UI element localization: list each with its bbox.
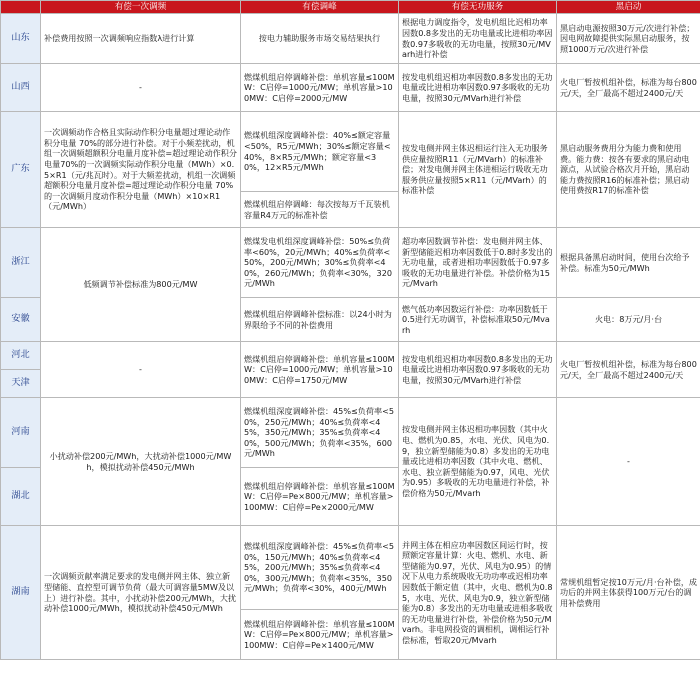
guangdong-peak-deep: 燃煤机组深度调峰补偿：40%≤额定容量<50%，R5元/MWh；30%≤额定容量<40%，8×R5元/MWh；额定容量<30%，12×R5元/MWh xyxy=(241,112,399,192)
shanxi-peak: 燃煤机组启停调峰补偿：单机容量≤100MW：C启停=1000元/MW；单机容量>100MW：C启停=2000元/MW xyxy=(241,64,399,112)
province-shandong: 山东 xyxy=(1,14,41,64)
zhejiang-blackstart: 根据具备黑启动时间，使用台次给予补偿。标准为50元/MWh xyxy=(557,228,700,298)
province-hebei: 河北 xyxy=(1,342,41,370)
henan-hubei-blackstart: - xyxy=(557,398,700,526)
province-shanxi: 山西 xyxy=(1,64,41,112)
henan-peak: 燃煤机组深度调峰补偿：45%≤负荷率<50%，250元/MWh；40%≤负荷率<45%，350元/MWh；35%≤负荷率<40%，500元/MWh；负荷率<35%，600元/MWh xyxy=(241,398,399,468)
shandong-reactive: 根据电力调度指令，发电机组比迟相功率因数0.8多发出的无功电量或比进相功率因数0.97多吸收的无功电量，按照30元/MVarh进行补偿 xyxy=(399,14,557,64)
hebei-tianjin-peak: 燃煤机组启停调峰补偿：单机容量≤100MW：C启停=1000元/MW；单机容量>100MW：C启停=1750元/MW xyxy=(241,342,399,398)
header-primary-frequency: 有偿一次调频 xyxy=(41,1,241,14)
province-hubei: 湖北 xyxy=(1,468,41,526)
hunan-blackstart: 常规机组暂定按10万元/月·台补偿，成功后的并网主体获得100万元/台的调用补偿费用 xyxy=(557,526,700,660)
shanxi-primary-fm: - xyxy=(41,64,241,112)
guangdong-peak-startstop: 燃煤机组启停调峰：每次按每万千瓦装机容量R4万元的标准补偿 xyxy=(241,192,399,228)
province-tianjin: 天津 xyxy=(1,370,41,398)
header-reactive-service: 有偿无功服务 xyxy=(399,1,557,14)
hunan-peak-startstop: 燃煤机组启停调峰补偿：单机容量≤100MW：C启停=Pe×800元/MW；单机容量>100MW：C启停=Pe×1400元/MW xyxy=(241,610,399,660)
province-guangdong: 广东 xyxy=(1,112,41,228)
shandong-peak: 按电力辅助服务市场交易结果执行 xyxy=(241,14,399,64)
header-province xyxy=(1,1,41,14)
guangdong-blackstart: 黑启动服务费用分为能力费和使用费。能力费：按各有要求的黑启动电源点，从试验合格次月开始，黑启动能力费按照R16的标准补偿；黑启动使用费按R17的标准补偿 xyxy=(557,112,700,228)
henan-hubei-reactive: 按发电侧并网主体迟相功率因数（其中火电、燃机为0.85，水电、光伏、风电为0.9，独立新型储能为0.8）多发出的无功电量或比进相功率因数（其中火电、燃机、水电、独立新型储能为0.97，风电、光伏为0.95）多吸收的无功电量进行补偿，补偿价格为50元/Mvarh xyxy=(399,398,557,526)
shandong-primary-fm: 补偿费用按照一次调频响应指数λ进行计算 xyxy=(41,14,241,64)
shanxi-blackstart: 火电厂暂按机组补偿，标准为每台800元/天，全厂最高不超过2400元/天 xyxy=(557,64,700,112)
hunan-primary-fm: 一次调频贡献率满足要求的发电侧并网主体、独立新型储能、直控型可调节负荷（最大可调容量5MW及以上）进行补偿。其中，小扰动补偿200元/MWh，大扰动补偿1000元/MWh，模拟扰动补偿450元/MWh xyxy=(41,526,241,660)
province-henan: 河南 xyxy=(1,398,41,468)
anhui-blackstart: 火电：8万元/月·台 xyxy=(557,298,700,342)
hebei-tianjin-reactive: 按发电机组迟相功率因数0.8多发出的无功电量或比进相功率因数0.97多吸收的无功电量，按照30元/MVarh进行补偿 xyxy=(399,342,557,398)
anhui-peak: 燃煤机组启停调峰补偿标准：以24小时为界限给予不同的补偿费用 xyxy=(241,298,399,342)
zhejiang-peak: 燃煤发电机组深度调峰补偿：50%≤负荷率<60%，20元/MWh；40%≤负荷率<50%，200元/MWh；30%≤负荷率<40%，260元/MWh；负荷率<30%，320 元/MWh xyxy=(241,228,399,298)
province-hunan: 湖南 xyxy=(1,526,41,660)
zhejiang-anhui-primary-fm: 低频调节补偿标准为800元/MW xyxy=(41,228,241,342)
province-anhui: 安徽 xyxy=(1,298,41,342)
shanxi-reactive: 按发电机组迟相功率因数0.8多发出的无功电量或比进相功率因数0.97多吸收的无功电量，按照30元/MVarh进行补偿 xyxy=(399,64,557,112)
hunan-peak-deep: 燃煤机组深度调峰补偿：45%≤负荷率<50%，150元/MWh；40%≤负荷率<45%，200元/MWh；35%≤负荷率<40%，300元/MWh；负荷率<35%，350元/MWh；负荷率<30%，400元/MWh xyxy=(241,526,399,610)
anhui-reactive: 燃气低功率因数运行补偿：功率因数低于0.5进行无功调节，补偿标准取50元/Mvarh xyxy=(399,298,557,342)
province-zhejiang: 浙江 xyxy=(1,228,41,298)
zhejiang-reactive: 超功率因数调节补偿：发电侧并网主体、新型储能迟相功率因数低于0.8时多发出的无功电量，或者进相功率因数低于0.97多吸收的无功电量进行补偿。补偿价格为15元/Mvarh xyxy=(399,228,557,298)
header-peak-regulation: 有偿调峰 xyxy=(241,1,399,14)
hebei-tianjin-blackstart: 火电厂暂按机组补偿，标准为每台800元/天，全厂最高不超过2400元/天 xyxy=(557,342,700,398)
guangdong-reactive: 按发电侧并网主体迟相运行注入无功服务供应量按照R11（元/MVarh）的标准补偿；对发电侧并网主体进相运行吸收无功服务供应量按照5×R11（元/MVarh）的标准补偿 xyxy=(399,112,557,228)
hebei-tianjin-primary-fm: - xyxy=(41,342,241,398)
header-black-start: 黑启动 xyxy=(557,1,700,14)
henan-hubei-primary-fm: 小扰动补偿200元/MWh，大扰动补偿1000元/MWh，模拟扰动补偿450元/MWh xyxy=(41,398,241,526)
hunan-reactive: 并网主体在相应功率因数区间运行时，按照额定容量计算：火电、燃机、水电、新型储能为0.97，光伏、风电为0.95）的情况下从电力系统吸收无功功率或迟相功率因数低于额定值（其中，火电、燃机为0.85，水电、光伏、风电为0.9，独立新型储能为0.8）多发出的无功电量或进相多吸收的无功电量进行补偿，补偿价格为50元/Mvarh。非电网投资的调相机，调相运行补偿标准，暂取20元/Mvarh xyxy=(399,526,557,660)
hubei-peak: 燃煤机组启停调峰补偿：单机容量≤100MW：C启停=Pe×800元/MW；单机容量>100MW：C启停=Pe×2000元/MW xyxy=(241,468,399,526)
shandong-blackstart: 黑启动电源按照30万元/次进行补偿；因电网故障提供实际黑启动服务，按照1000万元/次进行补偿 xyxy=(557,14,700,64)
guangdong-primary-fm: 一次调频动作合格且实际动作积分电量超过理论动作积分电量 70%的部分进行补偿。对于小频差扰动，机组一次调频超额积分电量月度补偿=超过理论动作积分电量70%的一次调频实际动作积分电量（MWh）×0.5×R1（元/兆瓦时）。对于大频差扰动，机组一次调频超额积分电量月度补偿=超过理论动作积分电量 70%的一次调频月度动作积分电量（MWh）×10×R1（元/MWh） xyxy=(41,112,241,228)
